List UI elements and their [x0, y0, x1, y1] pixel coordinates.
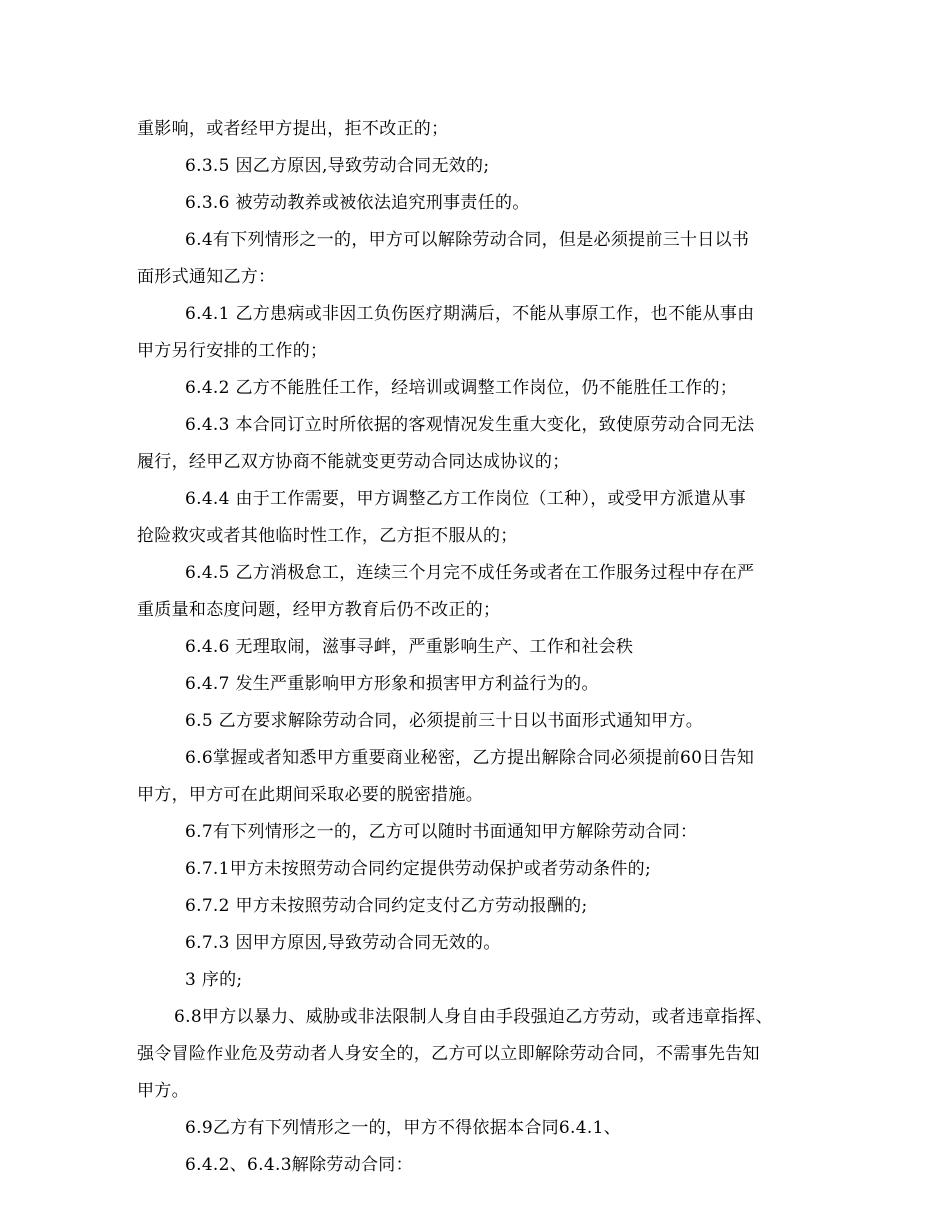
body-line: 6.7.2 甲方未按照劳动合同约定支付乙方劳动报酬的; [185, 896, 588, 916]
body-line: 6.4.1 乙方患病或非因工负伤医疗期满后，不能从事原工作，也不能从事由 [185, 304, 755, 324]
body-line: 甲方，甲方可在此期间采取必要的脱密措施。 [137, 785, 483, 805]
body-line: 6.7.3 因甲方原因,导致劳动合同无效的。 [185, 933, 501, 953]
body-line: 6.4有下列情形之一的，甲方可以解除劳动合同，但是必须提前三十日以书 [185, 230, 750, 250]
body-line: 甲方。 [137, 1081, 189, 1101]
body-line: 重质量和态度问题，经甲方教育后仍不改正的； [137, 600, 501, 620]
body-line: 6.9乙方有下列情形之一的，甲方不得依据本合同6.4.1、 [185, 1118, 621, 1138]
body-line: 6.4.7 发生严重影响甲方形象和损害甲方利益行为的。 [185, 674, 599, 694]
body-line: 6.4.6 无理取闹，滋事寻衅，严重影响生产、工作和社会秩 [185, 637, 634, 657]
body-line: 6.6掌握或者知悉甲方重要商业秘密，乙方提出解除合同必须提前60日告知 [185, 748, 755, 768]
body-line: 6.5 乙方要求解除劳动合同，必须提前三十日以书面形式通知甲方。 [185, 711, 704, 731]
body-line: 强令冒险作业危及劳动者人身安全的，乙方可以立即解除劳动合同，不需事先告知 [137, 1044, 760, 1064]
body-line: 6.4.4 由于工作需要，甲方调整乙方工作岗位（工种），或受甲方派遣从事 [185, 489, 746, 509]
body-line: 6.4.5 乙方消极怠工，连续三个月完不成任务或者在工作服务过程中存在严 [185, 563, 755, 583]
body-line: 6.4.2、6.4.3解除劳动合同： [185, 1155, 413, 1175]
body-line: 履行，经甲乙双方协商不能就变更劳动合同达成协议的； [137, 452, 570, 472]
body-line: 6.3.6 被劳动教养或被依法追究刑事责任的。 [185, 193, 530, 213]
body-line: 6.4.3 本合同订立时所依据的客观情况发生重大变化，致使原劳动合同无法 [185, 415, 755, 435]
body-line: 重影响，或者经甲方提出，拒不改正的； [137, 119, 449, 139]
body-line: 6.7有下列情形之一的，乙方可以随时书面通知甲方解除劳动合同： [185, 822, 698, 842]
body-line: 6.7.1甲方未按照劳动合同约定提供劳动保护或者劳动条件的; [185, 859, 651, 879]
body-line: 6.3.5 因乙方原因,导致劳动合同无效的; [185, 156, 490, 176]
body-line: 6.4.2 乙方不能胜任工作，经培训或调整工作岗位，仍不能胜任工作的； [185, 378, 738, 398]
body-line: 面形式通知乙方： [137, 267, 276, 287]
body-line: 3 序的; [185, 970, 243, 990]
body-line: 甲方另行安排的工作的； [137, 341, 328, 361]
body-line: 6.8甲方以暴力、威胁或非法限制人身自由手段强迫乙方劳动，或者违章指挥、 [174, 1007, 773, 1027]
body-line: 抢险救灾或者其他临时性工作，乙方拒不服从的； [137, 526, 518, 546]
